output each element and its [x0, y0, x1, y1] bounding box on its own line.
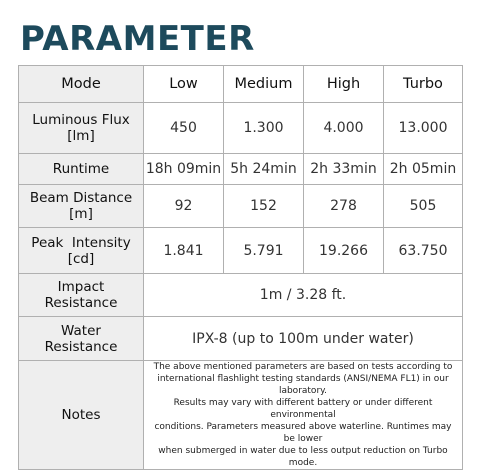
label-unit: [cd] [67, 250, 95, 267]
label-line: Resistance [44, 295, 118, 311]
header-high: High [304, 66, 384, 103]
label-unit: [lm] [67, 128, 95, 144]
label-line: Beam Distance [29, 190, 133, 206]
label-luminous-flux [19, 103, 144, 154]
notes-line: Results may vary with different battery or under different environmental [173, 398, 433, 420]
notes-line: when submerged in water due to less output reduction on Turbo mode. [158, 446, 448, 468]
table-row-water-resistance [19, 317, 463, 361]
label-line: Water [61, 322, 101, 339]
value-luminous-flux-turbo: 13.000 [384, 103, 463, 154]
value-peak-intensity-turbo: 63.750 [384, 228, 463, 274]
value-beam-distance-low: 92 [144, 185, 224, 228]
label-beam-distance [19, 185, 144, 228]
header-low: Low [144, 66, 224, 103]
value-water-resistance: IPX-8 (up to 100m under water) [144, 317, 463, 361]
value-runtime-turbo: 2h 05min [384, 154, 463, 185]
value-luminous-flux-medium: 1.300 [224, 103, 304, 154]
value-peak-intensity-low: 1.841 [144, 228, 224, 274]
value-peak-intensity-medium: 5.791 [224, 228, 304, 274]
value-beam-distance-high: 278 [304, 185, 384, 228]
label-water-resistance [19, 317, 144, 361]
value-runtime-medium: 5h 24min [224, 154, 304, 185]
table-header-row [19, 66, 463, 103]
value-beam-distance-medium: 152 [224, 185, 304, 228]
value-luminous-flux-low: 450 [144, 103, 224, 154]
label-runtime: Runtime [19, 154, 144, 185]
label-notes: Notes [19, 361, 144, 470]
value-beam-distance-turbo: 505 [384, 185, 463, 228]
table-row-peak-intensity [19, 228, 463, 274]
table-row-impact-resistance [19, 274, 463, 317]
header-turbo: Turbo [384, 66, 463, 103]
label-unit: [m] [69, 206, 93, 222]
table-row-runtime [19, 154, 463, 185]
notes-line: The above mentioned parameters are based on tests according to [153, 362, 453, 372]
notes-cell [144, 361, 463, 470]
header-mode: Mode [19, 66, 144, 103]
value-peak-intensity-high: 19.266 [304, 228, 384, 274]
notes-text [144, 361, 462, 469]
table-row-beam-distance [19, 185, 463, 228]
table-row-luminous-flux [19, 103, 463, 154]
header-medium: Medium [224, 66, 304, 103]
value-runtime-low: 18h 09min [144, 154, 224, 185]
notes-line: international flashlight testing standards (ANSI/NEMA FL1) in our laboratory. [157, 374, 449, 396]
label-peak-intensity [19, 228, 144, 274]
value-luminous-flux-high: 4.000 [304, 103, 384, 154]
parameter-table [18, 65, 463, 470]
label-impact-resistance [19, 274, 144, 317]
value-runtime-high: 2h 33min [304, 154, 384, 185]
label-line: Impact [57, 279, 105, 295]
notes-line: conditions. Parameters measured above waterline. Runtimes may be lower [154, 422, 452, 444]
page-title: PARAMETER [20, 19, 255, 59]
label-line: Luminous Flux [32, 112, 130, 128]
value-impact-resistance: 1m / 3.28 ft. [144, 274, 463, 317]
table-row-notes [19, 361, 463, 470]
label-line: Peak Intensity [31, 234, 131, 251]
label-line: Resistance [44, 338, 118, 355]
